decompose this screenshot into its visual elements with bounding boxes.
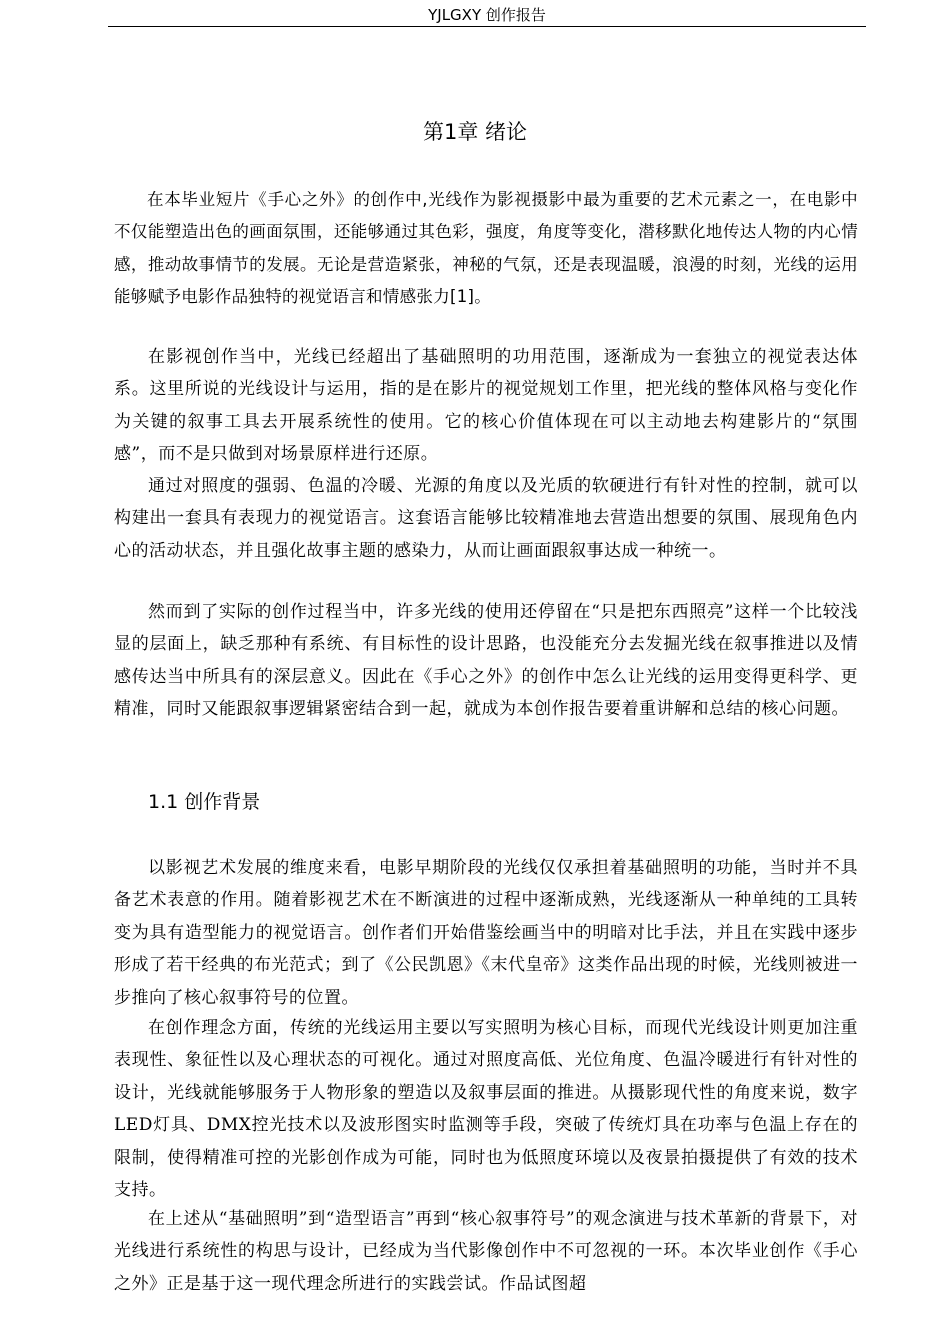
chapter-title: 第1章 绪论 bbox=[422, 120, 528, 144]
section-paragraph-3: 在上述从“基础照明”到“造型语言”再到“核心叙事符号”的观念演进与技术革新的背景下，对光线进行系统性的构思与设计，已经成为当代影像创作中不可忽视的一环。本次毕业创作《手心之外》正是基于这一现代理念所进行的实践尝试。作品试图超 bbox=[114, 1209, 858, 1294]
intro-paragraph-1: 在本毕业短片《手心之外》的创作中,光线作为影视摄影中最为重要的艺术元素之一，在电影中不仅能塑造出色的画面氛围，还能够通过其色彩，强度，角度等变化，潜移默化地传达人物的内心情感，推动故事情节的发展。无论是营造紧张，神秘的气氛，还是表现温暖，浪漫的时刻，光线的运用能够赋予电影作品独特的视觉语言和情感张力[1]。 bbox=[114, 190, 858, 307]
section-paragraph-1: 以影视艺术发展的维度来看，电影早期阶段的光线仅仅承担着基础照明的功能，当时并不具备艺术表意的作用。随着影视艺术在不断演进的过程中逐渐成熟，光线逐渐从一种单纯的工具转变为具有造型能力的视觉语言。创作者们开始借鉴绘画当中的明暗对比手法，并且在实践中逐步形成了若干经典的布光范式；到了《公民凯恩》《末代皇帝》这类作品出现的时候，光线则被进一步推向了核心叙事符号的位置。 bbox=[114, 858, 858, 1008]
intro-paragraph-3: 通过对照度的强弱、色温的冷暖、光源的角度以及光质的软硬进行有针对性的控制，就可以构建出一套具有表现力的视觉语言。这套语言能够比较精准地去营造出想要的氛围、展现角色内心的活动状态，并且强化故事主题的感染力，从而让画面跟叙事达成一种统一。 bbox=[114, 476, 858, 561]
section-paragraph-2: 在创作理念方面，传统的光线运用主要以写实照明为核心目标，而现代光线设计则更加注重表现性、象征性以及心理状态的可视化。通过对照度高低、光位角度、色温冷暖进行有针对性的设计，光线就能够服务于人物形象的塑造以及叙事层面的推进。从摄影现代性的角度来说，数字LED灯具、DMX控光技术以及波形图实时监测等手段，突破了传统灯具在功率与色温上存在的限制，使得精准可控的光影创作成为可能，同时也为低照度环境以及夜景拍摄提供了有效的技术支持。 bbox=[114, 1018, 858, 1201]
intro-paragraph-4: 然而到了实际的创作过程当中，许多光线的使用还停留在“只是把东西照亮”这样一个比较浅显的层面上，缺乏那种有系统、有目标性的设计思路，也没能充分去发掘光线在叙事推进以及情感传达当中所具有的深层意义。因此在《手心之外》的创作中怎么让光线的运用变得更科学、更精准，同时又能跟叙事逻辑紧密结合到一起，就成为本创作报告要着重讲解和总结的核心问题。 bbox=[114, 602, 858, 720]
intro-paragraph-2: 在影视创作当中，光线已经超出了基础照明的功用范围，逐渐成为一套独立的视觉表达体系。这里所说的光线设计与运用，指的是在影片的视觉规划工作里，把光线的整体风格与变化作为关键的叙事工具去开展系统性的使用。它的核心价值体现在可以主动地去构建影片的“氛围感”，而不是只做到对场景原样进行还原。 bbox=[114, 347, 858, 465]
section-title: 1.1 创作背景 bbox=[148, 791, 261, 813]
running-header bbox=[108, 4, 866, 27]
running-header-title: YJLGXY 创作报告 bbox=[428, 6, 546, 24]
